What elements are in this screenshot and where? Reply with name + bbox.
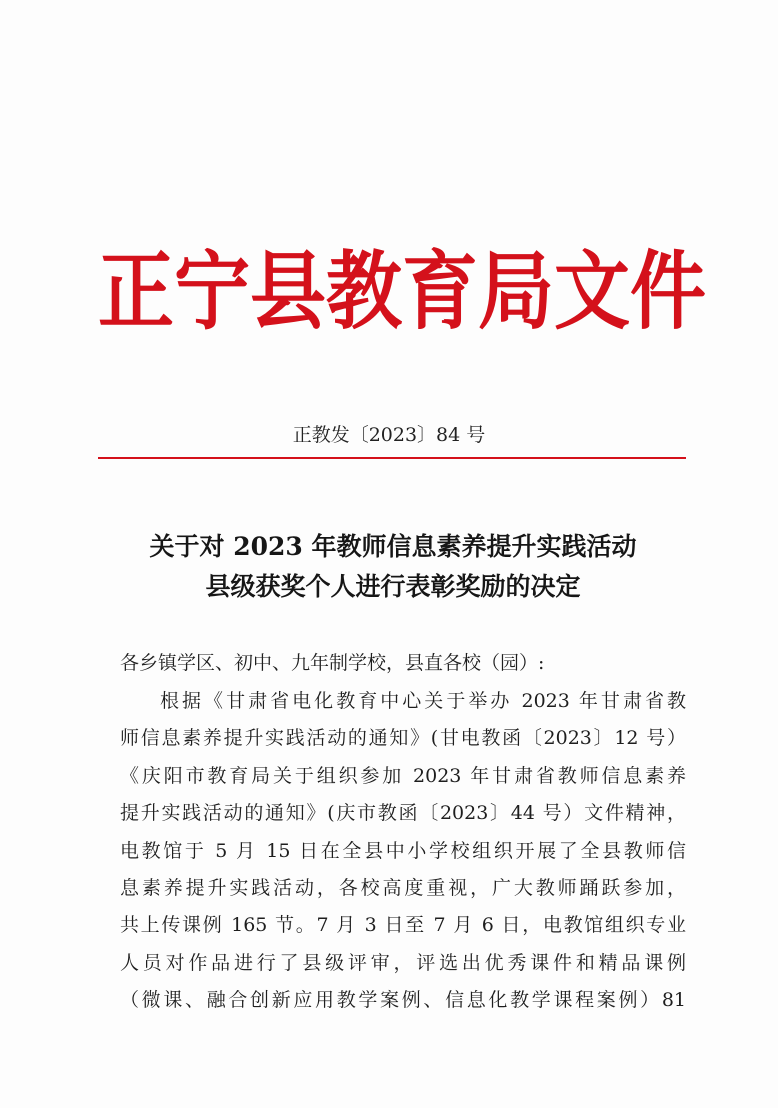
body-line: （微课、融合创新应用教学案例、信息化教学课程案例）81: [120, 989, 686, 1012]
body-line: 共上传课例 165 节。7 月 3 日至 7 月 6 日，电教馆组织专业: [120, 914, 686, 937]
body-line: 根据《甘肃省电化教育中心关于举办 2023 年甘肃省教: [160, 690, 686, 712]
body-line: 人员对作品进行了县级评审，评选出优秀课件和精品课例: [120, 951, 686, 974]
title-line-1: 关于对 2023 年教师信息素养提升实践活动: [149, 532, 637, 561]
document-masthead: 正宁县教育局文件: [98, 241, 706, 342]
body-line: 电教馆于 5 月 15 日在全县中小学校组织开展了全县教师信: [120, 839, 686, 862]
salutation: 各乡镇学区、初中、九年制学校，县直各校（园）:: [120, 652, 545, 674]
body-paragraph: [120, 683, 686, 1020]
body-line: 息素养提升实践活动，各校高度重视，广大教师踊跃参加，: [120, 876, 686, 899]
document-title: [98, 527, 688, 607]
title-line-2: 县级获奖个人进行表彰奖励的决定: [205, 572, 581, 601]
body-line: 师信息素养提升实践活动的通知》(甘电教函〔2023〕12 号）: [120, 727, 686, 750]
red-divider-line: [98, 457, 686, 459]
document-number: 正教发〔2023〕84 号: [292, 424, 486, 446]
body-line: 《庆阳市教育局关于组织参加 2023 年甘肃省教师信息素养: [120, 764, 686, 787]
body-line: 提升实践活动的通知》(庆市教函〔2023〕44 号）文件精神，: [120, 802, 686, 825]
